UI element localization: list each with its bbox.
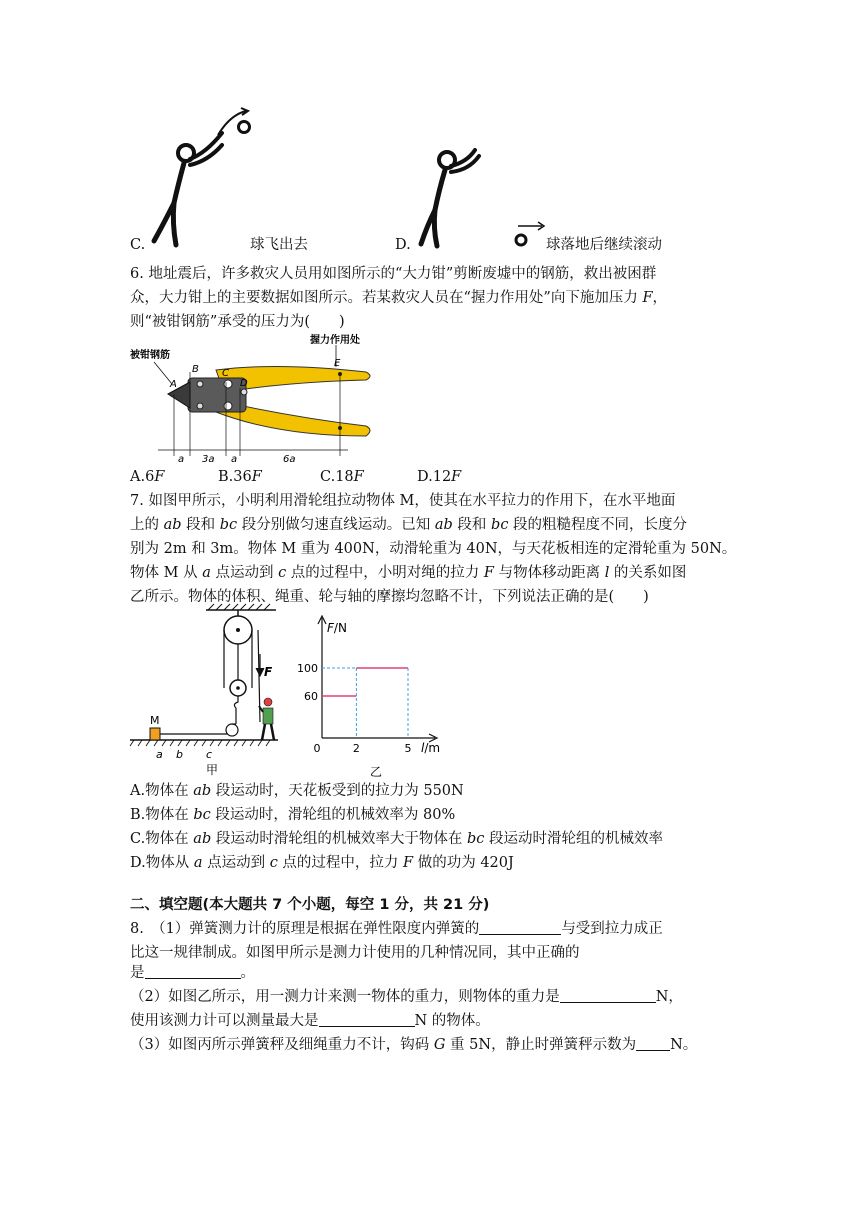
x-tick-label-2: 2 [352, 742, 360, 755]
label-rebar: 被钳钢筋 [130, 350, 170, 361]
answer-blank[interactable] [636, 1034, 670, 1051]
svg-text:A: A [170, 379, 177, 390]
q6-option-a: A.6F [130, 469, 165, 485]
label-grip: 握力作用处 [310, 335, 360, 346]
q6-option-d: D.12F [417, 469, 462, 485]
x-tick-label-5: 5 [404, 742, 412, 755]
q6-plier-figure [128, 332, 378, 466]
x-axis-label: l/m [421, 741, 441, 755]
q5-option-d-letter: D. [395, 237, 411, 253]
q8-p1-line-1: 8. （1）弹簧测力计的原理是根据在弹性限度内弹簧的 与受到拉力成正 [130, 917, 663, 941]
answer-blank[interactable] [319, 1010, 415, 1027]
q7-pulley-figure [128, 602, 288, 780]
q6-option-b: B.36F [218, 469, 262, 485]
y-tick-label-60: 60 [304, 690, 318, 703]
q7-option-a: A.物体在 ab 段运动时，天花板受到的拉力为 550N [130, 783, 464, 799]
q7-line-1: 7. 如图甲所示，小明利用滑轮组拉动物体 M，使其在水平拉力的作用下，在水平地面 [130, 493, 676, 509]
q8-p2-line-1: （2）如图乙所示，用一测力计来测一物体的重力，则物体的重力是 N， [130, 985, 683, 1009]
q6-line-3: 则“被钳钢筋”承受的压力为( ) [130, 314, 345, 330]
rolling-ball-icon [510, 220, 550, 250]
answer-blank[interactable] [145, 962, 241, 979]
q7-option-b: B.物体在 bc 段运动时，滑轮组的机械效率为 80% [130, 807, 456, 823]
y-tick-label-100: 100 [297, 662, 318, 675]
q6-line-1: 6. 地址震后，许多救灾人员用如图所示的“大力钳”剪断废墟中的钢筋，救出被困群 [130, 266, 657, 282]
caption-jia: 甲 [206, 763, 219, 777]
label-b: b [176, 748, 183, 761]
q7-line-2: 上的 ab 段和 bc 段分别做匀速直线运动。已知 ab 段和 bc 段的粗糙程度不同，长度分 [130, 517, 688, 533]
q7-option-d: D.物体从 a 点运动到 c 点的过程中，拉力 F 做的功为 420J [130, 855, 514, 871]
origin-label: 0 [313, 742, 321, 755]
q5-option-c-caption: 球飞出去 [250, 237, 308, 253]
q5-figure-d [415, 148, 495, 250]
q5-option-d-caption: 球落地后继续滚动 [546, 237, 662, 253]
q8-p2-line-2: 使用该测力计可以测量最大是 N 的物体。 [130, 1009, 490, 1033]
q6-option-c: C.18F [320, 469, 364, 485]
label-M: M [150, 714, 160, 727]
q7-line-4: 物体 M 从 a 点运动到 c 点的过程中，小明对绳的拉力 F 与物体移动距离 l 的关系如图 [130, 565, 687, 581]
q7-force-distance-chart [295, 612, 455, 780]
label-a: a [156, 748, 163, 761]
svg-text:a: a [178, 454, 185, 465]
svg-text:3a: 3a [202, 454, 215, 465]
svg-text:B: B [192, 364, 199, 375]
q8-p3-line-1: （3）如图丙所示弹簧秤及细绳重力不计，钩码 G 重 5N，静止时弹簧秤示数为 N。 [130, 1033, 697, 1057]
q8-p1-line-2: 比这一规律制成。如图甲所示是测力计使用的几种情况同，其中正确的 [130, 945, 580, 961]
q8-p1-line-3: 是 。 [130, 961, 255, 985]
answer-blank[interactable] [479, 918, 561, 935]
svg-text:E: E [334, 358, 341, 369]
y-axis-label: F/N [327, 621, 347, 635]
q5-option-c-letter: C. [130, 237, 146, 253]
svg-text:D: D [240, 378, 248, 389]
label-F: F [264, 665, 273, 679]
svg-text:6a: 6a [283, 454, 296, 465]
q7-option-c: C.物体在 ab 段运动时滑轮组的机械效率大于物体在 bc 段运动时滑轮组的机械效率 [130, 831, 663, 847]
q5-figure-c [140, 105, 260, 250]
section-heading: 二、填空题(本大题共 7 个小题，每空 1 分，共 21 分) [130, 897, 490, 913]
ball-icon [239, 122, 250, 133]
answer-blank[interactable] [560, 986, 656, 1003]
label-c: c [206, 748, 213, 761]
svg-text:C: C [222, 368, 229, 379]
q7-line-3: 别为 2m 和 3m。物体 M 重为 400N，动滑轮重为 40N，与天花板相连的定滑轮重为 50N。 [130, 541, 737, 557]
caption-yi: 乙 [370, 765, 383, 779]
svg-text:a: a [231, 454, 238, 465]
q7-line-5: 乙所示。物体的体积、绳重、轮与轴的摩擦均忽略不计，下列说法正确的是( ) [130, 589, 649, 605]
q6-line-2: 众，大力钳上的主要数据如图所示。若某救灾人员在“握力作用处”向下施加压力 F， [130, 290, 667, 306]
